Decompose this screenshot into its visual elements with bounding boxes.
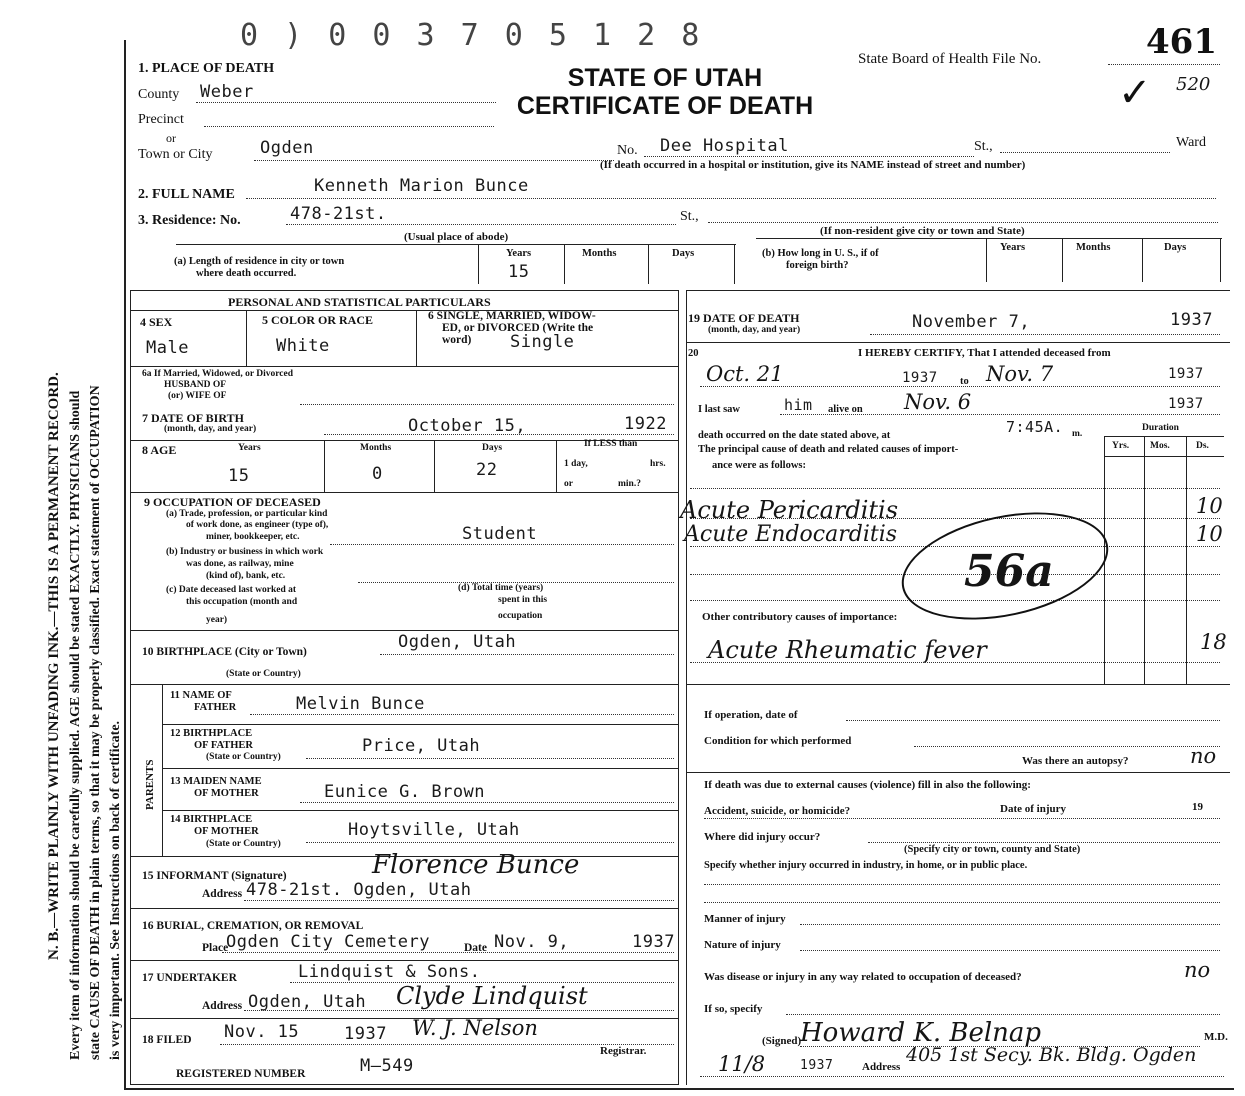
street-label: St., [974,139,993,154]
injury-date-label: Date of injury [1000,803,1066,815]
res-months-label: Months [582,248,617,259]
father-bp-label-b: OF FATHER [194,740,254,751]
age-less-e: min.? [618,479,641,489]
other-causes-label: Other contributory causes of importance: [702,611,898,623]
burial-place-label: Place [202,942,229,954]
side-note-line3: state CAUSE OF DEATH in plain terms, so that it may be properly classified. Exact statement of OCCUPATION [88,385,103,1060]
filed-date: Nov. 15 [224,1022,300,1042]
occupation-label: 9 OCCUPATION OF DECEASED [144,495,321,509]
occ-d3: occupation [498,611,543,621]
informant-address-label: Address [202,888,243,900]
if-so-label: If so, specify [704,1003,763,1015]
registrar-label: Registrar. [600,1045,647,1057]
physician-year: 1937 [800,1058,834,1073]
death-year-value: 1937 [1170,310,1213,330]
mother-bp-label-a: 14 BIRTHPLACE [170,814,253,825]
dob-label-a: 7 DATE OF BIRTH [142,411,244,425]
cause-label-b: ance were as follows: [712,460,806,471]
undertaker-label: 17 UNDERTAKER [142,972,237,984]
mother-bp-label-c: (State or Country) [206,839,281,849]
marital-label-a: 6 SINGLE, MARRIED, WIDOW- [428,310,596,322]
town-label: Town or City [138,147,213,162]
full-name-value: Kenneth Marion Bunce [314,176,529,196]
age-less-d: or [564,479,573,489]
last-saw-date: Nov. 6 [904,390,972,414]
other-cause: Acute Rheumatic fever [708,636,987,664]
undertaker-value: Lindquist & Sons. [298,962,481,982]
signed-label: (Signed) [762,1035,802,1047]
foreign-label-a: (b) How long in U. S., if of [762,248,879,259]
burial-date: Nov. 9, [494,932,570,952]
age-less-b: 1 day, [564,459,588,469]
usual-abode-note: (Usual place of abode) [404,231,509,243]
cause-code: 56a [964,546,1054,597]
spouse-label-b: HUSBAND OF [164,380,227,390]
age-less-c: hrs. [650,459,666,469]
no-label: No. [617,143,638,158]
father-bp-label-a: 12 BIRTHPLACE [170,728,253,739]
file-no-label: State Board of Health File No. [858,51,1042,67]
reg-number-label: REGISTERED NUMBER [176,1068,306,1080]
autopsy-value: no [1190,744,1217,768]
age-days-label: Days [482,443,503,453]
attended-from: Oct. 21 [706,362,784,386]
occ-d2: spent in this [498,595,548,605]
foreign-months-label: Months [1076,242,1111,253]
personal-heading: PERSONAL AND STATISTICAL PARTICULARS [228,295,491,309]
color-value: White [276,336,330,356]
occ-a1: (a) Trade, profession, or particular kind [166,509,328,519]
parents-side-label: PARENTS [144,759,156,810]
cause2: Acute Endocarditis [684,522,898,547]
side-note-line2: Every item of information should be carefully supplied. AGE should be stated EXACTLY. PHYSICIANS should [68,390,83,1060]
birthplace-label: 10 BIRTHPLACE (City or Town) [142,646,307,658]
burial-place: Ogden City Cemetery [226,932,430,952]
attended-to-label: to [960,376,969,387]
yrs-label: Yrs. [1112,441,1130,451]
father-bp-value: Price, Utah [362,736,481,756]
full-name-label: 2. FULL NAME [138,187,235,202]
specify-location-label: (Specify city or town, county and State) [904,844,1081,855]
last-saw-label: I last saw [698,404,741,415]
file-no-value: 461 [1146,22,1217,62]
cert-text: I HEREBY CERTIFY, That I attended deceased from [858,347,1111,359]
precinct-label: Precinct [138,112,184,127]
age-years-label: Years [238,443,261,453]
birthplace-sub: (State or Country) [226,669,301,679]
injury-date-year: 19 [1192,801,1203,813]
side-note-line4: is very important. See Instructions on back of certificate. [108,720,123,1060]
manner-label: Manner of injury [704,913,786,925]
cause2-days: 10 [1196,522,1223,546]
cert-number: 20 [688,348,699,359]
foreign-days-label: Days [1164,242,1187,253]
m-label: m. [1072,429,1083,439]
death-date-label-b: (month, day, and year) [708,325,801,335]
county-label: County [138,87,180,102]
marital-label-c: word) [442,334,472,346]
res-days-label: Days [672,248,695,259]
age-months-label: Months [360,443,392,453]
where-label: Where did injury occur? [704,831,821,843]
age-years-value: 15 [228,466,250,486]
marital-value: Single [510,332,575,352]
res-years-label: Years [506,248,532,259]
other-cause-days: 18 [1200,630,1227,654]
dob-label-b: (month, day, and year) [164,424,257,434]
informant-signature: Florence Bunce [372,850,580,880]
father-bp-label-c: (State or Country) [206,752,281,762]
related-value: no [1184,958,1211,982]
mother-value: Eunice G. Brown [324,782,486,802]
occ-a2: of work done, as engineer (type of), [186,520,329,530]
occurred-label: death occurred on the date stated above, at [698,430,891,441]
spouse-label-c: (or) WIFE OF [168,391,227,401]
spouse-label-a: 6a If Married, Widowed, or Divorced [142,369,294,379]
alive-on-label: alive on [828,404,863,415]
burial-label: 16 BURIAL, CREMATION, OR REMOVAL [142,920,364,932]
related-label: Was disease or injury in any way related to occupation of deceased? [704,971,1022,983]
hospital-note: (If death occurred in a hospital or institution, give its NAME instead of street and number) [600,159,1026,171]
check-mark: ✓ [1118,70,1152,116]
death-date-label-a: 19 DATE OF DEATH [688,311,800,325]
father-label-a: 11 NAME OF [170,690,232,701]
death-date-value: November 7, [912,312,1031,332]
side-note-line1: N. B.—WRITE PLAINLY WITH UNFADING INK.—THIS IS A PERMANENT RECORD. [46,372,62,960]
occ-b2: was done, as railway, mine [186,559,294,569]
town-value: Ogden [260,138,314,158]
cause-label-a: The principal cause of death and related causes of import- [698,444,959,455]
occ-c2: this occupation (month and [186,597,298,607]
res-years-value: 15 [508,262,530,282]
residence-value: 478-21st. [290,204,387,224]
ds-label: Ds. [1196,441,1209,451]
length-residence-label-b: where death occurred. [196,268,297,279]
dob-value: October 15, [408,416,527,436]
informant-address: 478-21st. Ogden, Utah [246,880,472,900]
md-label: M.D. [1204,1031,1228,1043]
mother-label-b: OF MOTHER [194,788,259,799]
or-label: or [166,131,176,145]
foreign-years-label: Years [1000,242,1026,253]
undertaker-address-label: Address [202,1000,243,1012]
industry-label: Specify whether injury occurred in industry, in home, or in public place. [704,860,1028,871]
title-certificate: CERTIFICATE OF DEATH [516,92,814,120]
duration-label: Duration [1142,423,1179,433]
father-label-b: FATHER [194,702,237,713]
serial-number: 0 ) 0 0 3 7 0 5 1 2 8 [240,18,704,53]
last-saw-who: him [784,396,813,414]
undertaker-signature: Clyde Lindquist [396,982,588,1010]
age-label: 8 AGE [142,443,177,457]
sex-label: 4 SEX [140,315,173,329]
physician-signature: Howard K. Belnap [800,1018,1042,1048]
physician-date: 11/8 [718,1052,766,1076]
father-value: Melvin Bunce [296,694,425,714]
mos-label: Mos. [1150,441,1170,451]
mother-bp-label-b: OF MOTHER [194,826,259,837]
file-no-mark: 520 [1176,74,1211,95]
condition-label: Condition for which performed [704,735,852,747]
physician-address-label: Address [862,1061,901,1073]
ward-label: Ward [1176,135,1206,150]
occ-c1: (c) Date deceased last worked at [166,585,297,595]
undertaker-address: Ogden, Utah [248,992,367,1012]
county-value: Weber [200,82,254,102]
accident-label: Accident, suicide, or homicide? [704,805,851,817]
occ-a3: miner, bookkeeper, etc. [206,532,300,542]
cause1: Acute Pericarditis [680,496,899,524]
filed-year: 1937 [344,1024,387,1044]
last-saw-year: 1937 [1168,396,1204,412]
color-label: 5 COLOR OR RACE [262,313,374,327]
nonresident-note: (If non-resident give city or town and State) [820,225,1025,237]
burial-date-label: Date [464,942,487,954]
death-time: 7:45A. [1006,418,1064,436]
occ-d1: (d) Total time (years) [458,583,544,593]
external-intro: If death was due to external causes (violence) fill in also the following: [704,779,1031,791]
operation-label: If operation, date of [704,709,798,721]
occupation-value: Student [462,524,538,544]
reg-number: M—549 [360,1056,414,1076]
physician-address: 405 1st Secy. Bk. Bldg. Ogden [906,1044,1197,1066]
marital-label-b: ED, or DIVORCED (Write the [442,322,594,334]
cause1-days: 10 [1196,494,1223,518]
residence-label: 3. Residence: No. [138,213,241,228]
place-heading: 1. PLACE OF DEATH [138,61,275,76]
age-days-value: 22 [476,460,498,480]
mother-bp-value: Hoytsville, Utah [348,820,520,840]
attended-to-year: 1937 [1168,366,1204,382]
occ-b1: (b) Industry or business in which work [166,547,324,557]
residence-st-label: St., [680,209,699,224]
hospital-value: Dee Hospital [660,136,789,156]
dob-year: 1922 [624,414,667,434]
foreign-label-b: foreign birth? [786,260,849,271]
age-less-a: If LESS than [584,439,638,449]
title-state: STATE OF UTAH [567,64,763,92]
birthplace-value: Ogden, Utah [398,632,517,652]
occ-c3: year) [206,615,228,625]
autopsy-label: Was there an autopsy? [1022,755,1129,767]
age-months-value: 0 [372,464,383,484]
registrar-signature: W. J. Nelson [412,1016,538,1040]
nature-label: Nature of injury [704,939,781,951]
occ-b3: (kind of), bank, etc. [206,571,286,581]
filed-label: 18 FILED [142,1034,192,1046]
informant-label: 15 INFORMANT (Signature) [142,870,287,882]
burial-year: 1937 [632,932,675,952]
length-residence-label-a: (a) Length of residence in city or town [174,256,345,267]
attended-to: Nov. 7 [986,362,1054,386]
sex-value: Male [146,338,189,358]
attended-from-year: 1937 [902,370,938,386]
mother-label-a: 13 MAIDEN NAME [170,776,262,787]
